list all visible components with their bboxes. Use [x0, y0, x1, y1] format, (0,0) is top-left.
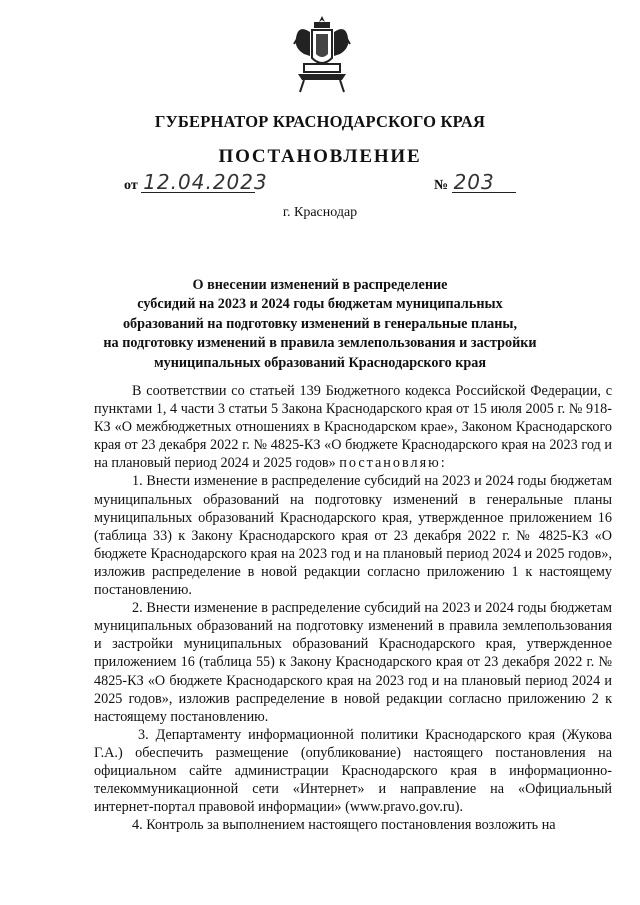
title-line: субсидий на 2023 и 2024 годы бюджетам муниципальных: [137, 296, 503, 313]
item-4-paragraph: 4. Контроль за выполнением настоящего постановления возложить на: [132, 817, 556, 834]
title-line: на подготовку изменений в правила землепользования и застройки: [103, 335, 537, 352]
krasnodar-coat-of-arms-icon: [290, 14, 354, 94]
item-1-paragraph: 1. Внести изменение в распределение субсидий на 2023 и 2024 годы бюджетам муниципальных образований на подготовку изменений в генеральные планы муниципальных образований Краснодарского края, утвержденное приложением 16 (таблица 33) к Закону Краснодарского края от 23 декабря 2022 г. № 4825-КЗ «О бюджете Краснодарского края на 2023 год и на плановый период 2024 и 2025 годов», изложив распределение в новой редакции согласно приложению 1 к настоящему постановлению.: [94, 473, 612, 599]
date-prefix: от: [124, 178, 138, 193]
item-3-paragraph: 3. Департаменту информационной политики Краснодарского края (Жукова Г.А.) обеспечить размещение (опубликование) настоящего постановления на официальном сайте администрации Краснодарского края в информационно-телекоммуникационной сети «Интернет» и направление на «Официальный интернет-портал правовой информации» (www.pravo.gov.ru).: [94, 726, 612, 816]
preamble-text: В соответствии со статьей 139 Бюджетного кодекса Российской Федерации, с пунктами 1, 4 части 3 статьи 5 Закона Краснодарского края от 15 июля 2005 г. № 918-КЗ «О межбюджетных отношениях в Краснодарском крае», Законом Краснодарского края от 23 декабря 2022 г. № 4825-КЗ «О бюджете Краснодарского края на 2023 год и на плановый период 2024 и 2025 годов»: [94, 383, 612, 472]
title-line: образований на подготовку изменений в генеральные планы,: [122, 315, 518, 332]
title-line: муниципальных образований Краснодарского края: [153, 354, 487, 371]
preamble-paragraph: [94, 382, 612, 472]
number-prefix: №: [434, 178, 449, 193]
date-row: [124, 170, 268, 194]
document-title: [92, 276, 548, 373]
number-row: [434, 172, 516, 194]
preamble-decree-word: постановляю:: [339, 455, 447, 472]
document-body: [94, 382, 612, 834]
title-line: О внесении изменений в распределение: [192, 277, 448, 293]
city: г. Краснодар: [282, 205, 358, 220]
handwritten-date: 12.04.2023: [143, 170, 268, 194]
handwritten-number: 203: [452, 172, 516, 193]
document-type: ПОСТАНОВЛЕНИЕ: [218, 146, 422, 167]
authority-title: ГУБЕРНАТОР КРАСНОДАРСКОГО КРАЯ: [154, 112, 486, 131]
item-2-paragraph: 2. Внести изменение в распределение субсидий на 2023 и 2024 годы бюджетам муниципальных образований на подготовку изменений в правила землепользования и застройки муниципальных образований Краснодарского края, утвержденное приложением 16 (таблица 55) к Закону Краснодарского края от 23 декабря 2022 г. № 4825-КЗ «О бюджете Краснодарского края на 2023 год и на плановый период 2024 и 2025 годов», изложив распределение в новой редакции согласно приложению 2 к настоящему постановлению.: [94, 600, 612, 725]
